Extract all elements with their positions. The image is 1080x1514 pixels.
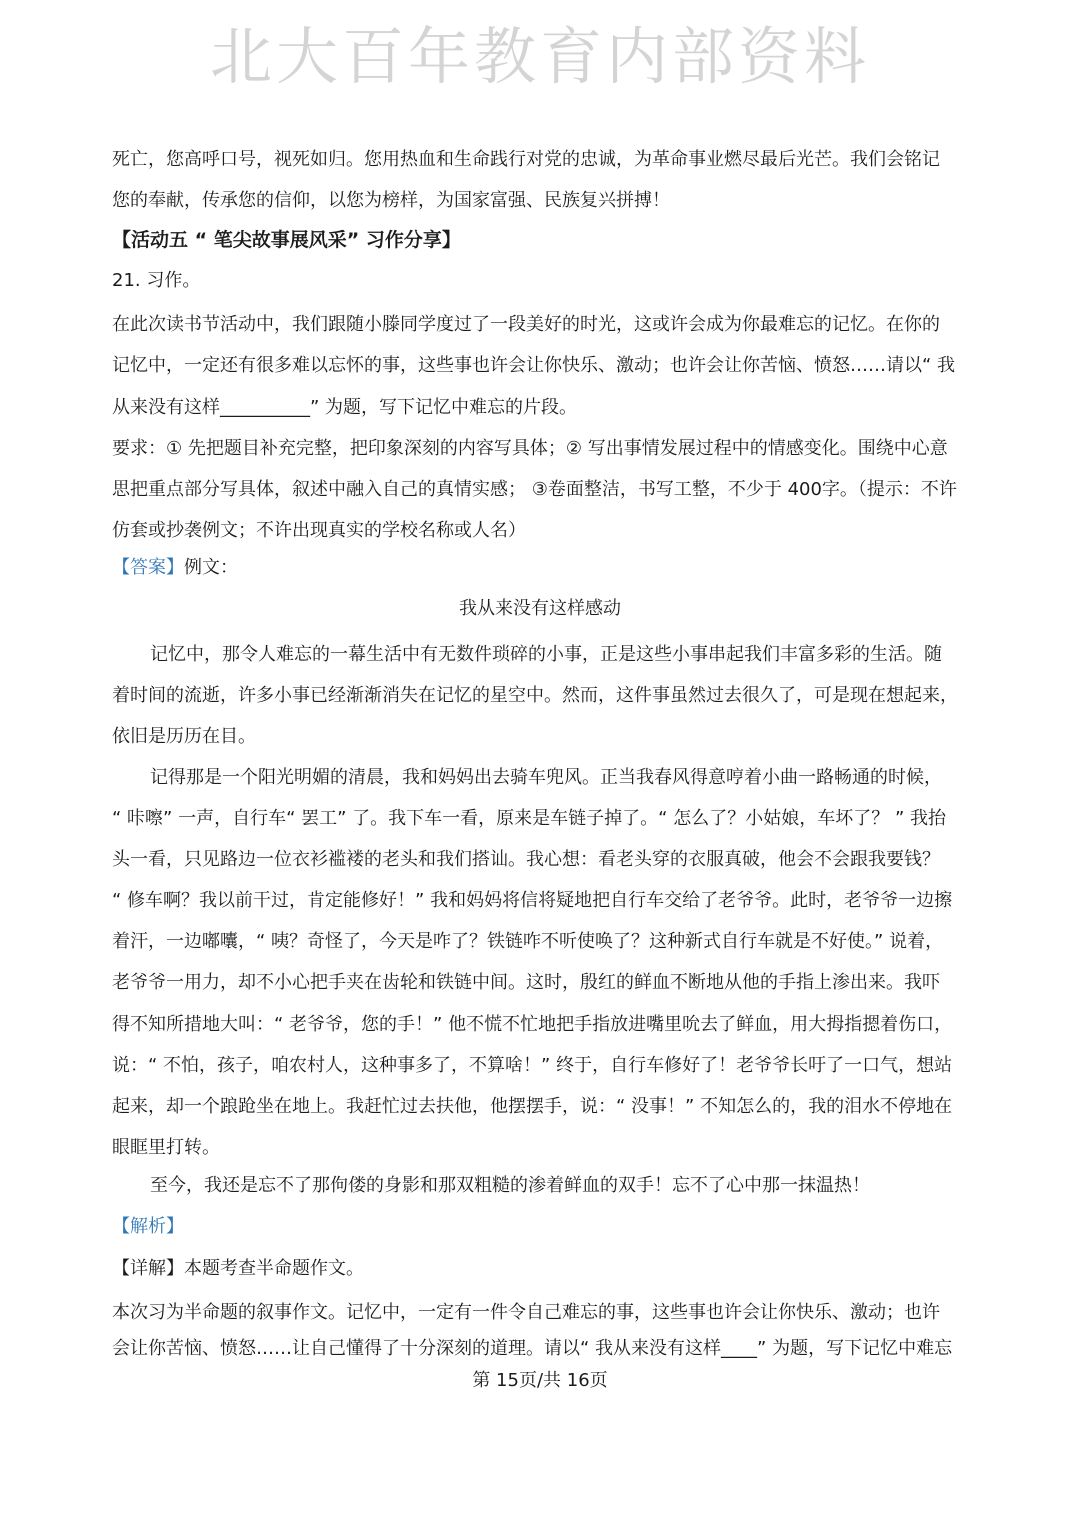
- essay-line: 着汗，一边嘟囔，“ 咦？奇怪了，今天是咋了？铁链咋不听使唤了？这种新式自行车就是不好使。” 说着，: [112, 931, 944, 952]
- text-line: 思把重点部分写具体，叙述中融入自己的真情实感； ③卷面整洁，书写工整，不少于 400字。（提示：不许: [112, 479, 957, 500]
- essay-line: 眼眶里打转。: [112, 1137, 220, 1158]
- text-line: 记忆中，一定还有很多难以忘怀的事，这些事也许会让你快乐、激动；也许会让你苦恼、愤怒……请以“ 我: [112, 355, 956, 376]
- text-line: 在此次读书节活动中，我们跟随小滕同学度过了一段美好的时光，这或许会成为你最难忘的记忆。在你的: [112, 314, 940, 335]
- answer-label: 例文：: [184, 557, 238, 578]
- essay-line: 头一看，只见路边一位衣衫褴褛的老头和我们搭讪。我心想：看老头穿的衣服真破，他会不会跟我要钱？: [112, 849, 940, 870]
- analysis-line: 会让你苦恼、愤怒……让自己懂得了十分深刻的道理。请以“ 我从来没有这样____” 为题，写下记忆中难忘: [112, 1338, 953, 1359]
- text-line: 从来没有这样__________” 为题，写下记忆中难忘的片段。: [112, 397, 578, 418]
- detail-line: [112, 1256, 972, 1282]
- essay-line: 记得那是一个阳光明媚的清晨，我和妈妈出去骑车兜风。正当我春风得意哼着小曲一路畅通的时候，: [150, 767, 942, 788]
- text-line: 要求：① 先把题目补充完整，把印象深刻的内容写具体；② 写出事情发展过程中的情感变化。围绕中心意: [112, 438, 948, 459]
- essay-line: 依旧是历历在目。: [112, 726, 256, 747]
- page-number: 第 15页/共 16页: [472, 1370, 608, 1391]
- answer-tag: 【答案】: [112, 557, 184, 578]
- analysis-line: 本次习为半命题的叙事作文。记忆中，一定有一件令自己难忘的事，这些事也许会让你快乐、激动；也许: [112, 1302, 940, 1323]
- analysis-tag: 【解析】: [112, 1216, 184, 1237]
- essay-line: 至今，我还是忘不了那佝偻的身影和那双粗糙的渗着鲜血的双手！忘不了心中那一抹温热！: [150, 1175, 870, 1196]
- essay-line: 老爷爷一用力，却不小心把手夹在齿轮和铁链中间。这时，殷红的鲜血不断地从他的手指上渗出来。我吓: [112, 972, 940, 993]
- essay-line: 记忆中，那令人难忘的一幕生活中有无数件琐碎的小事，正是这些小事串起我们丰富多彩的生活。随: [150, 644, 942, 665]
- text-line: 您的奉献，传承您的信仰，以您为榜样，为国家富强、民族复兴拼搏！: [112, 190, 670, 211]
- question-number: 21. 习作。: [112, 270, 201, 291]
- answer-line: [112, 555, 972, 581]
- essay-line: 着时间的流逝，许多小事已经渐渐消失在记忆的星空中。然而，这件事虽然过去很久了，可是现在想起来，: [112, 685, 958, 706]
- essay-line: 得不知所措地大叫：“ 老爷爷，您的手！” 他不慌不忙地把手指放进嘴里吮去了鲜血，用大拇指摁着伤口，: [112, 1014, 953, 1035]
- text-line: 死亡，您高呼口号，视死如归。您用热血和生命践行对党的忠诚，为革命事业燃尽最后光芒。我们会铭记: [112, 149, 940, 170]
- essay-title: 我从来没有这样感动: [459, 598, 621, 619]
- essay-line: “ 咔嚓” 一声，自行车“ 罢工” 了。我下车一看，原来是车链子掉了。“ 怎么了？小姑娘，车坏了？ ” 我抬: [112, 808, 946, 829]
- watermark: 北大百年教育内部资料: [209, 20, 870, 93]
- essay-line: “ 修车啊？我以前干过，肯定能修好！” 我和妈妈将信将疑地把自行车交给了老爷爷。此时，老爷爷一边擦: [112, 890, 953, 911]
- detail-tag: 【详解】: [112, 1258, 184, 1279]
- essay-line: 起来，却一个踉跄坐在地上。我赶忙过去扶他，他摆摆手，说：“ 没事！” 不知怎么的，我的泪水不停地在: [112, 1096, 953, 1117]
- essay-line: 说：“ 不怕，孩子，咱农村人，这种事多了，不算啥！” 终于，自行车修好了！老爷爷长吁了一口气，想站: [112, 1055, 953, 1076]
- text-line: 仿套或抄袭例文；不许出现真实的学校名称或人名）: [112, 520, 526, 541]
- detail-text: 本题考查半命题作文。: [184, 1258, 364, 1279]
- section-heading: 【活动五 “ 笔尖故事展风采” 习作分享】: [112, 229, 461, 251]
